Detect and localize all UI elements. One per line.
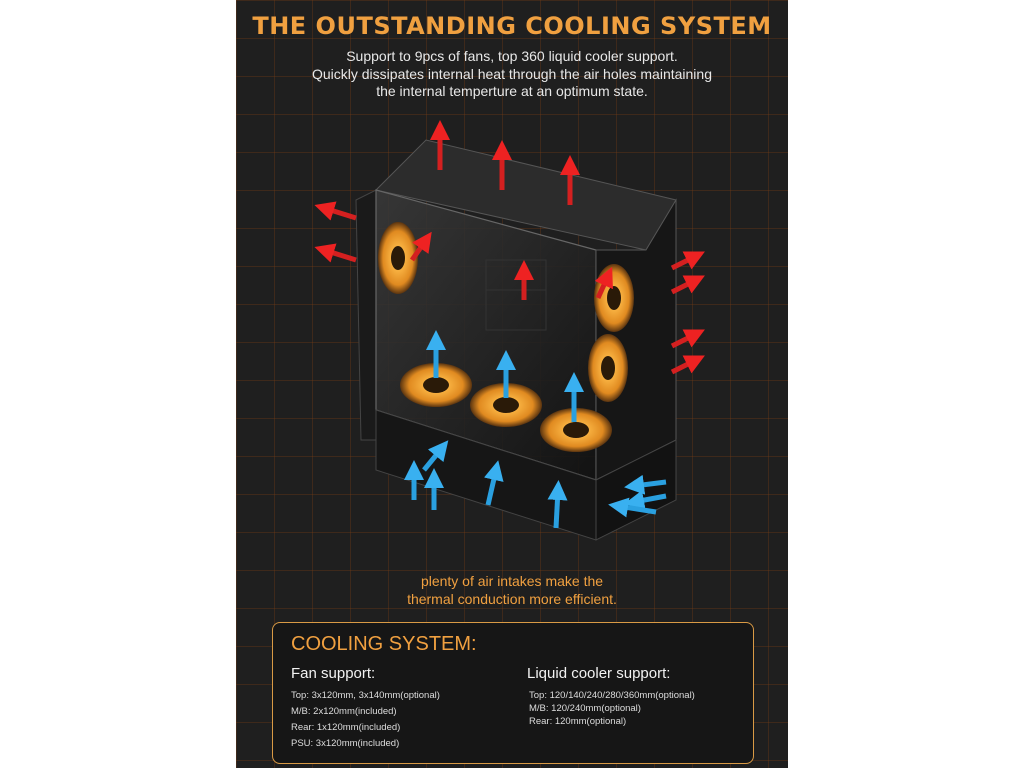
pc-case xyxy=(356,140,676,540)
fan-spec-mb: M/B: 2x120mm(included) xyxy=(291,706,397,717)
hot-air-arrow-icon xyxy=(324,208,356,218)
subtitle-line-3: the internal temperture at an optimum state. xyxy=(376,83,648,99)
page-title: THE OUTSTANDING COOLING SYSTEM xyxy=(252,12,772,40)
fan-spec-rear: Rear: 1x120mm(included) xyxy=(291,722,401,733)
hot-air-arrow-icon xyxy=(324,250,356,260)
fan-icon xyxy=(588,334,628,402)
caption-line-1: plenty of air intakes make the xyxy=(420,573,604,589)
subtitle-line-2: Quickly dissipates internal heat through the air holes maintaining xyxy=(311,66,712,82)
specs-title: COOLING SYSTEM: xyxy=(291,633,477,655)
cool-air-arrow-icon xyxy=(556,490,558,528)
liquid-support-heading: Liquid cooler support: xyxy=(527,665,671,682)
caption-line-2: thermal conduction more efficient. xyxy=(407,591,617,607)
pc-case-illustration xyxy=(236,110,788,570)
liquid-spec-top: Top: 120/140/240/280/360mm(optional) xyxy=(529,690,695,701)
subtitle-line-1: Support to 9pcs of fans, top 360 liquid cooler support. xyxy=(346,48,678,64)
fan-spec-top: Top: 3x120mm, 3x140mm(optional) xyxy=(291,690,440,701)
cooling-specs-panel xyxy=(272,622,754,764)
fan-spec-psu: PSU: 3x120mm(included) xyxy=(291,738,400,749)
cooling-poster xyxy=(236,0,788,768)
liquid-spec-rear: Rear: 120mm(optional) xyxy=(529,716,627,727)
liquid-spec-mb: M/B: 120/240mm(optional) xyxy=(529,703,641,714)
fan-support-heading: Fan support: xyxy=(291,665,376,682)
